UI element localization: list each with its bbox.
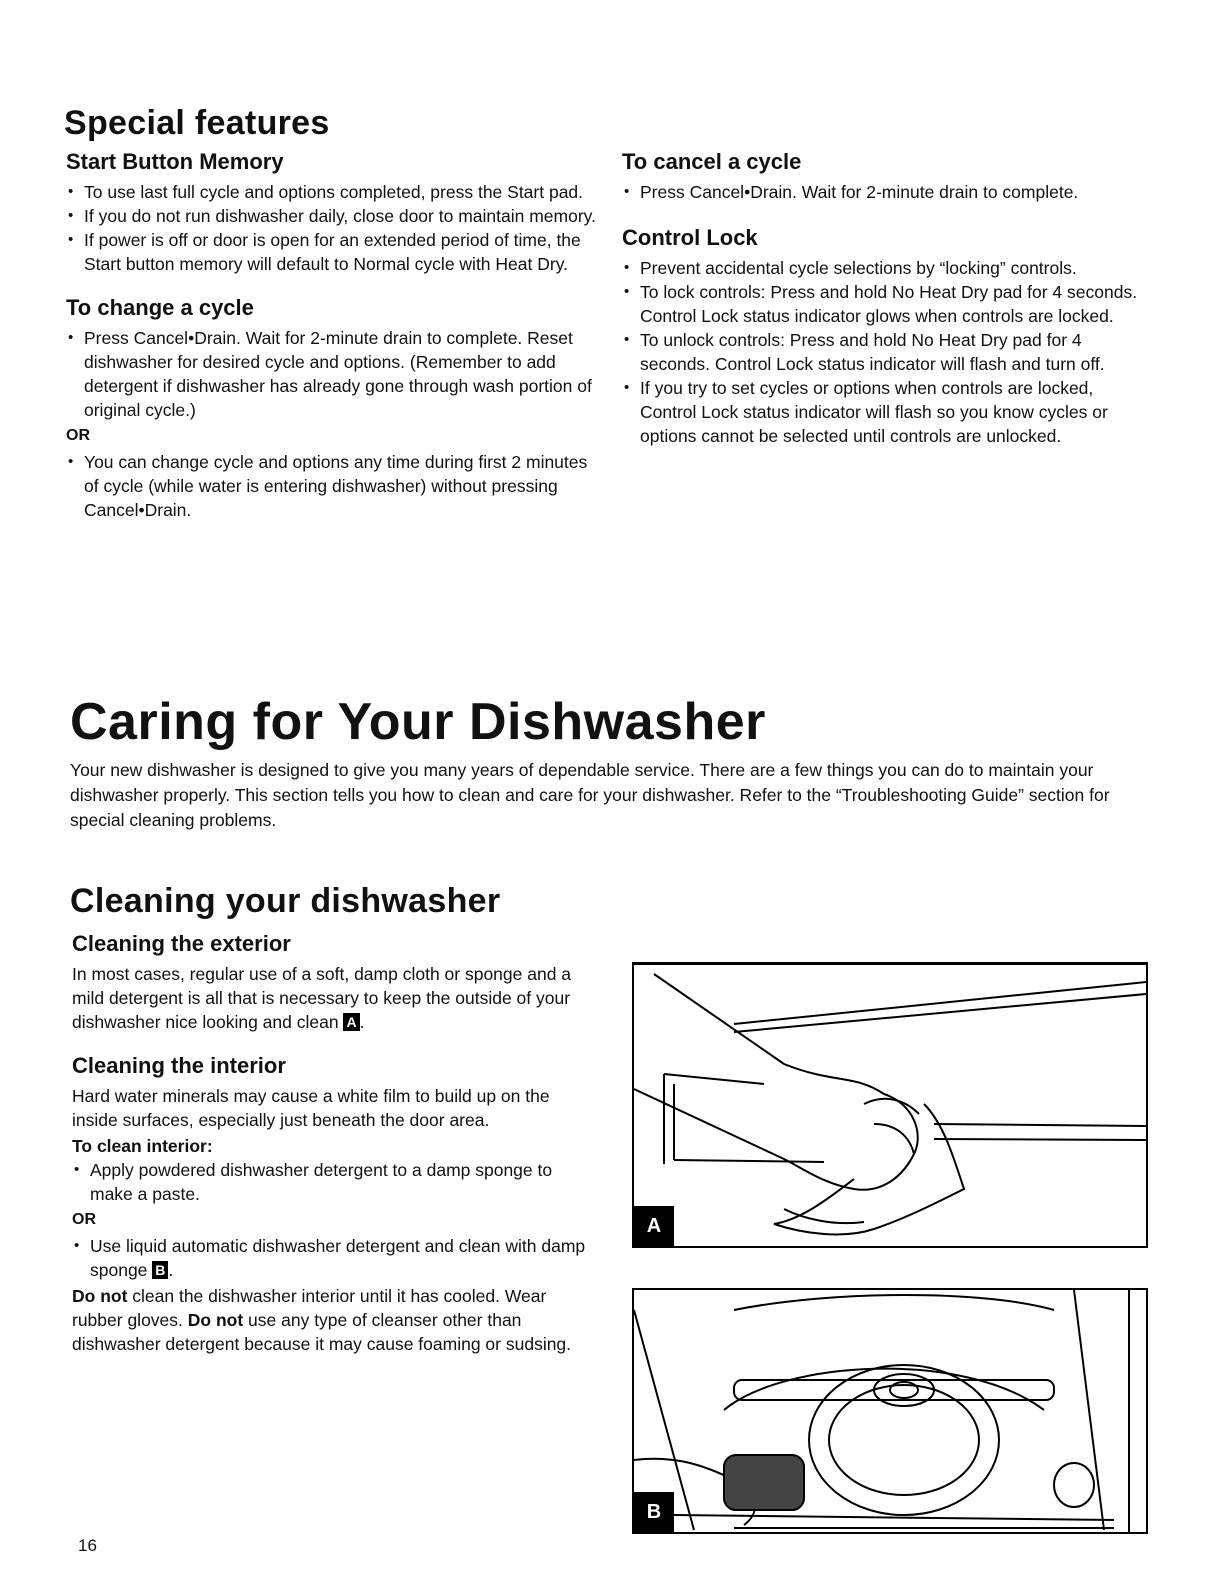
list-item: • You can change cycle and options any time during first 2 minutes of cycle (while water is entering dishwasher) without pressing Cancel•Drain. bbox=[66, 450, 601, 522]
heading-cancel-cycle: To cancel a cycle bbox=[622, 149, 802, 174]
list-item: • To unlock controls: Press and hold No Heat Dry pad for 4 seconds. Control Lock status indicator will flash and turn off. bbox=[622, 328, 1142, 376]
section-title-caring: Caring for Your Dishwasher bbox=[70, 693, 766, 751]
figure-a-wiping-exterior bbox=[632, 962, 1148, 1248]
cancel-cycle-list bbox=[622, 180, 1142, 204]
warning-emphasis: Do not bbox=[72, 1286, 128, 1306]
figure-a-ref: A bbox=[343, 1013, 359, 1031]
section-title-special-features: Special features bbox=[64, 104, 330, 142]
hand-wiping-illustration bbox=[634, 964, 1146, 1246]
interior-warning bbox=[72, 1284, 597, 1356]
list-item: • Press Cancel•Drain. Wait for 2-minute drain to complete. Reset dishwasher for desired cycle and options. (Remember to add detergent if dishwasher has already gone through wash portion of original cycle.) bbox=[66, 326, 601, 422]
figure-b-wiping-interior bbox=[632, 1288, 1148, 1534]
heading-change-cycle: To change a cycle bbox=[66, 295, 254, 320]
start-memory-list bbox=[66, 180, 601, 276]
list-item: • To use last full cycle and options completed, press the Start pad. bbox=[66, 180, 601, 204]
list-item: • To lock controls: Press and hold No Heat Dry pad for 4 seconds. Control Lock status indicator glows when controls are locked. bbox=[622, 280, 1142, 328]
cleaning-text-column bbox=[72, 932, 597, 1356]
figure-b-ref: B bbox=[152, 1261, 168, 1279]
to-clean-interior-label: To clean interior: bbox=[72, 1136, 213, 1156]
exterior-text bbox=[72, 962, 597, 1034]
change-cycle-list-2 bbox=[66, 450, 601, 522]
heading-control-lock: Control Lock bbox=[622, 225, 758, 250]
heading-cleaning-interior: Cleaning the interior bbox=[72, 1053, 286, 1078]
list-item: • Apply powdered dishwasher detergent to a damp sponge to make a paste. bbox=[72, 1158, 597, 1206]
caring-intro: Your new dishwasher is designed to give you many years of dependable service. There are a few things you can do to maintain your dishwasher properly. This section tells you how to clean and care for your dishwasher. Refer to the “Troubleshooting Guide” section for special cleaning problems. bbox=[70, 760, 1110, 830]
list-item: • If power is off or door is open for an extended period of time, the Start button memory will default to Normal cycle with Heat Dry. bbox=[66, 228, 601, 276]
or-label: OR bbox=[66, 427, 90, 444]
figure-a-label: A bbox=[634, 1206, 674, 1246]
warning-text: use any type of cleanser other than dishwasher detergent because it may cause foaming or sudsing. bbox=[72, 1310, 572, 1354]
item2-text: Use liquid automatic dishwasher detergent and clean with damp sponge bbox=[90, 1236, 586, 1280]
change-cycle-list bbox=[66, 326, 601, 422]
section-title-cleaning: Cleaning your dishwasher bbox=[70, 882, 501, 920]
heading-cleaning-exterior: Cleaning the exterior bbox=[72, 931, 291, 956]
period: . bbox=[359, 1012, 365, 1032]
interior-text: Hard water minerals may cause a white film to build up on the inside surfaces, especially just beneath the door area. bbox=[72, 1086, 550, 1130]
or-label: OR bbox=[72, 1211, 96, 1228]
interior-list bbox=[72, 1158, 597, 1206]
list-item: • If you try to set cycles or options when controls are locked, Control Lock status indicator will flash so you know cycles or options cannot be selected until controls are unlocked. bbox=[622, 376, 1142, 448]
sponge-interior-illustration bbox=[634, 1290, 1146, 1532]
list-item bbox=[72, 1234, 597, 1282]
warning-emphasis: Do not bbox=[187, 1310, 244, 1330]
list-item: • If you do not run dishwasher daily, close door to maintain memory. bbox=[66, 204, 601, 228]
figure-b-label: B bbox=[634, 1492, 674, 1532]
exterior-text-body: In most cases, regular use of a soft, damp cloth or sponge and a mild detergent is all that is necessary to keep the outside of your dishwasher nice looking and clean bbox=[72, 964, 572, 1032]
list-item: • Press Cancel•Drain. Wait for 2-minute drain to complete. bbox=[622, 180, 1142, 204]
list-item: • Prevent accidental cycle selections by “locking” controls. bbox=[622, 256, 1142, 280]
control-lock-list bbox=[622, 256, 1142, 448]
heading-start-button-memory: Start Button Memory bbox=[66, 149, 284, 174]
left-column-special bbox=[66, 150, 601, 522]
page-number: 16 bbox=[78, 1536, 97, 1555]
right-column-special bbox=[622, 150, 1142, 448]
interior-list-2 bbox=[72, 1234, 597, 1282]
period: . bbox=[168, 1260, 174, 1280]
warning-text: clean the dishwasher interior until it has cooled. Wear rubber gloves. bbox=[72, 1286, 547, 1330]
